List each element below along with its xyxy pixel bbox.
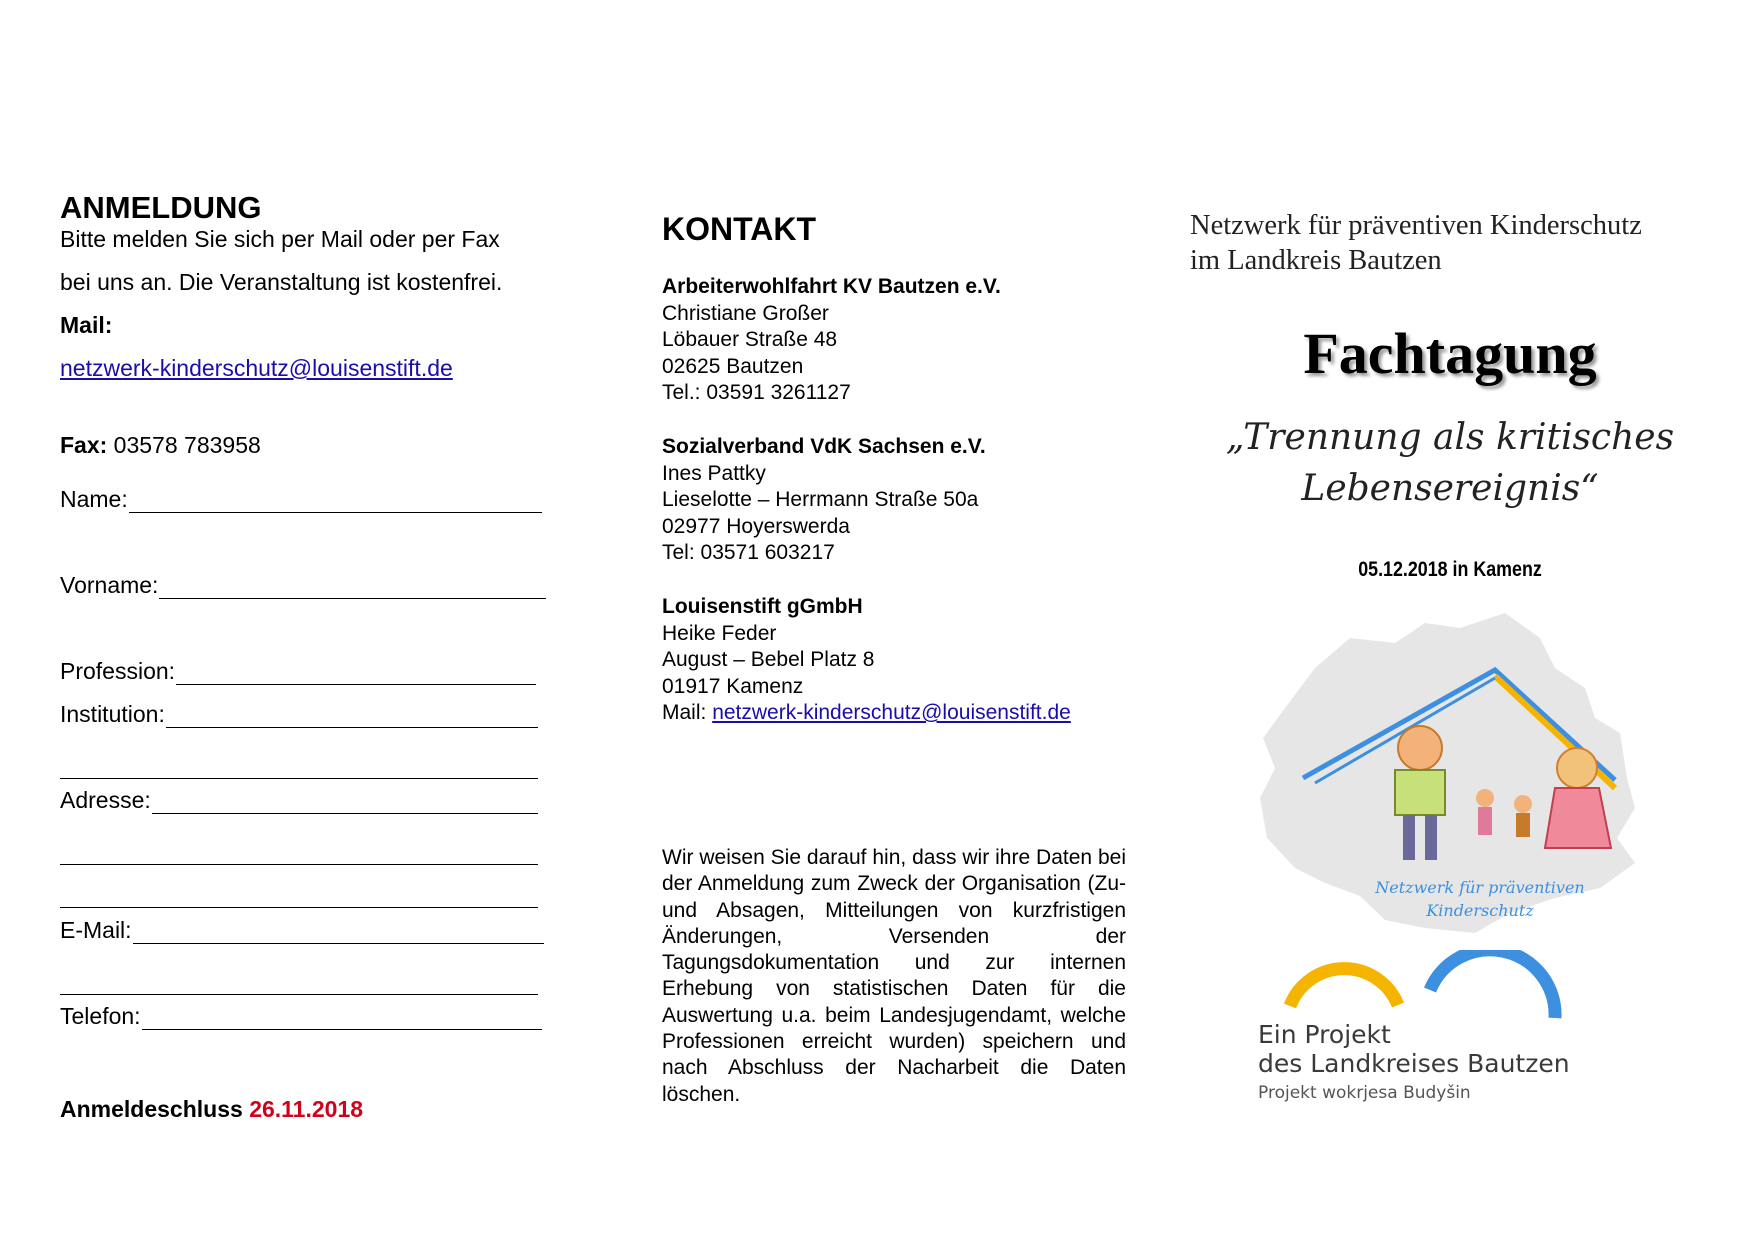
contact-city: 02625 Bautzen [662,354,804,378]
network-name-line-1: Netzwerk für präventiven Kinderschutz [1190,210,1642,241]
deadline [60,1088,363,1131]
contact-org: Louisenstift gGmbH [662,595,863,618]
deadline-date: 26.11.2018 [249,1096,364,1122]
registration-heading: ANMELDUNG [60,190,262,225]
contact-person: Ines Pattky [662,461,766,485]
registration-column [60,190,560,1122]
contact-street: Löbauer Straße 48 [662,328,838,351]
adresse-field[interactable] [60,784,538,814]
profession-label: Profession: [60,658,176,684]
network-name-line-2: im Landkreis Bautzen [1190,245,1442,276]
telefon-field[interactable] [60,1000,542,1030]
contact-city: 01917 Kamenz [662,674,804,698]
project-line-2: des Landkreises Bautzen [1258,1049,1570,1078]
logo-caption-line-2: Kinderschutz [1426,901,1534,920]
deadline-label: Anmeldeschluss [60,1096,250,1122]
event-subtitle-line-2: Lebensereignis“ [1301,468,1599,509]
contact-mail-label: Mail: [662,701,713,724]
contact-louisenstift [662,594,1071,727]
contact-phone: Tel.: 03591 3261127 [662,381,851,404]
contact-person: Heike Feder [662,621,777,645]
contact-vdk [662,434,986,567]
telefon-line[interactable] [142,1005,542,1030]
fax-number: 03578 783958 [107,432,261,458]
email-field[interactable] [60,914,544,944]
adresse-extra-line-2[interactable] [60,907,538,908]
profession-line[interactable] [176,660,536,685]
title-column [1190,208,1710,581]
contact-mail-line [662,700,1071,727]
logo-arc-yellow [1290,969,1398,1006]
contact-org: Arbeiterwohlfahrt KV Bautzen e.V. [662,275,1001,298]
email-extra-line[interactable] [60,994,538,995]
event-title: Fachtagung [1303,321,1597,386]
fax-line [60,424,261,467]
institution-label: Institution: [60,701,165,727]
profession-field[interactable] [60,655,536,685]
network-logo [1255,608,1645,938]
institution-extra-line[interactable] [60,778,538,779]
vorname-label: Vorname: [60,572,159,598]
adresse-extra-line-1[interactable] [60,864,538,865]
name-field[interactable] [60,483,542,513]
email-line[interactable] [133,919,544,944]
vorname-field[interactable] [60,569,546,599]
contact-column [662,210,1130,1106]
contact-street: Lieselotte – Herrmann Straße 50a [662,488,979,511]
intro-line-1: Bitte melden Sie sich per Mail oder per Fax [60,226,500,252]
contact-awo [662,274,1001,407]
event-subtitle-line-1: „Trennung als kritisches [1225,417,1675,458]
contact-heading: KONTAKT [662,211,817,247]
contact-street: August – Bebel Platz 8 [662,648,875,671]
name-label: Name: [60,486,128,512]
contact-org: Sozialverband VdK Sachsen e.V. [662,435,986,458]
registration-email-link[interactable]: netzwerk-kinderschutz@louisenstift.de [60,355,453,381]
adresse-label: Adresse: [60,787,151,813]
logo-arc-blue [1430,950,1555,1018]
event-date-place: 05.12.2018 in Kamenz [1358,558,1542,581]
mail-label: Mail: [60,312,113,338]
institution-field[interactable] [60,698,538,728]
project-sorbian: Projekt wokrjesa Budyšin [1258,1083,1471,1103]
logo-caption-line-1: Netzwerk für präventiven [1375,878,1585,897]
event-subtitle [1190,412,1710,514]
adresse-line[interactable] [152,789,538,814]
intro-line-2: bei uns an. Die Veranstaltung ist kostenfrei. [60,269,503,295]
contact-person: Christiane Großer [662,301,829,325]
telefon-label: Telefon: [60,1003,141,1029]
email-label: E-Mail: [60,917,132,943]
vorname-line[interactable] [159,574,546,599]
county-project-logo [1250,950,1650,1110]
contact-phone: Tel: 03571 603217 [662,541,835,564]
name-line[interactable] [129,488,542,513]
contact-city: 02977 Hoyerswerda [662,514,850,538]
fax-label: Fax: [60,432,108,458]
contact-email-link[interactable]: netzwerk-kinderschutz@louisenstift.de [712,701,1071,724]
institution-line[interactable] [166,703,538,728]
privacy-notice: Wir weisen Sie darauf hin, dass wir ihre Daten bei der Anmeldung zum Zweck der Organisation (Zu- und Absagen, Mitteilungen von kurzfristigen Änderungen, Versenden der Tagungsdokumentation und zur internen Erhebung von statistischen Daten für die Auswertung u.a. beim Landesjugendamt, welche Professionen erreicht wurden) speichern und nach Abschluss der Nacharbeit die Daten löschen. [662,846,1126,1106]
project-line-1: Ein Projekt [1258,1020,1391,1049]
